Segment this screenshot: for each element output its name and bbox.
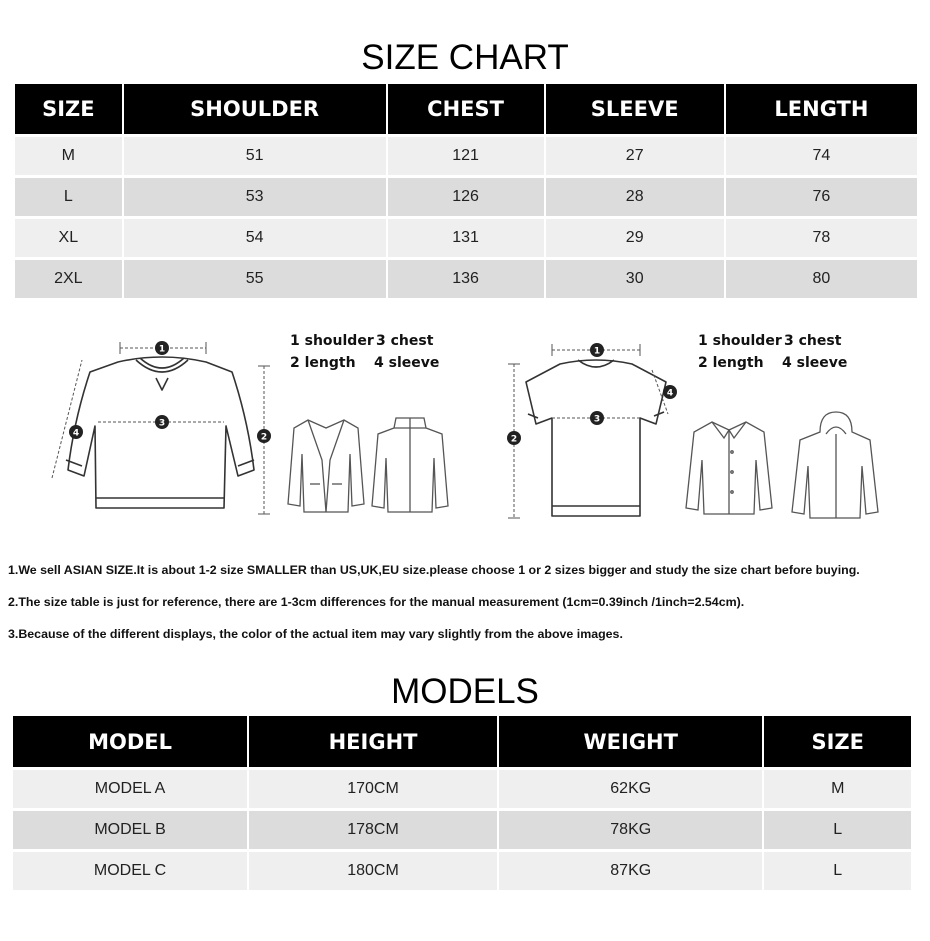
marker-4: 4 <box>72 428 80 439</box>
cell-length: 78 <box>726 219 917 257</box>
cell-height: 178CM <box>249 811 497 849</box>
cell-length: 74 <box>726 137 917 175</box>
legend-length: 2 length <box>290 355 356 371</box>
cell-chest: 136 <box>388 260 544 298</box>
cell-size: 2XL <box>15 260 122 298</box>
size-chart-title: SIZE CHART <box>361 38 569 77</box>
legend-shoulder: 1 shoulder <box>698 333 782 349</box>
table-row <box>15 137 917 175</box>
note-color: 3.Because of the different displays, the color of the actual item may vary slightly from the above images. <box>8 627 623 641</box>
header-chest: CHEST <box>388 84 544 134</box>
cell-size: XL <box>15 219 122 257</box>
cell-model: MODEL B <box>13 811 247 849</box>
table-row <box>13 770 911 808</box>
cell-size: L <box>15 178 122 216</box>
models-header-row <box>13 716 911 767</box>
cell-size: M <box>15 137 122 175</box>
cell-shoulder: 51 <box>124 137 386 175</box>
cell-weight: 62KG <box>499 770 763 808</box>
cell-sleeve: 28 <box>546 178 724 216</box>
cell-sleeve: 30 <box>546 260 724 298</box>
table-row <box>15 219 917 257</box>
cell-chest: 126 <box>388 178 544 216</box>
tshirt-measurement-diagram <box>500 330 700 530</box>
shirt-sketch <box>684 416 774 516</box>
cell-shoulder: 53 <box>124 178 386 216</box>
hoodie-sketch <box>790 408 880 520</box>
header-length: LENGTH <box>726 84 917 134</box>
table-row <box>13 852 911 890</box>
header-shoulder: SHOULDER <box>124 84 386 134</box>
legend-length: 2 length <box>698 355 764 371</box>
cell-sleeve: 27 <box>546 137 724 175</box>
marker-4: 4 <box>666 388 674 399</box>
legend-sleeve: 4 sleeve <box>782 355 848 371</box>
size-chart-table <box>13 84 919 298</box>
cell-model: MODEL C <box>13 852 247 890</box>
legend-chest: 3 chest <box>376 333 434 349</box>
cell-shoulder: 55 <box>124 260 386 298</box>
header-weight: WEIGHT <box>499 716 763 767</box>
cell-shoulder: 54 <box>124 219 386 257</box>
note-asian-size: 1.We sell ASIAN SIZE.It is about 1-2 size SMALLER than US,UK,EU size.please choose 1 or 2 sizes bigger and study the size chart before buying. <box>8 563 860 577</box>
marker-1: 1 <box>158 344 166 355</box>
marker-3: 3 <box>158 418 166 429</box>
cell-sleeve: 29 <box>546 219 724 257</box>
cell-length: 76 <box>726 178 917 216</box>
table-row <box>13 811 911 849</box>
blazer-sketch <box>286 414 366 514</box>
cell-model-size: L <box>764 852 911 890</box>
models-title: MODELS <box>391 672 539 711</box>
cell-model: MODEL A <box>13 770 247 808</box>
cell-height: 180CM <box>249 852 497 890</box>
cell-model-size: L <box>764 811 911 849</box>
header-model: MODEL <box>13 716 247 767</box>
legend-left <box>290 330 439 374</box>
legend-sleeve: 4 sleeve <box>374 355 440 371</box>
cell-weight: 78KG <box>499 811 763 849</box>
header-height: HEIGHT <box>249 716 497 767</box>
header-sleeve: SLEEVE <box>546 84 724 134</box>
header-model-size: SIZE <box>764 716 911 767</box>
cell-chest: 131 <box>388 219 544 257</box>
size-chart-header-row <box>15 84 917 134</box>
table-row <box>15 260 917 298</box>
marker-1: 1 <box>593 346 601 357</box>
marker-2: 2 <box>510 434 518 445</box>
cell-weight: 87KG <box>499 852 763 890</box>
cell-model-size: M <box>764 770 911 808</box>
marker-3: 3 <box>593 414 601 425</box>
cell-chest: 121 <box>388 137 544 175</box>
legend-shoulder: 1 shoulder <box>290 333 374 349</box>
legend-chest: 3 chest <box>784 333 842 349</box>
cell-length: 80 <box>726 260 917 298</box>
models-table <box>11 716 913 890</box>
header-size: SIZE <box>15 84 122 134</box>
marker-2: 2 <box>260 432 268 443</box>
note-measurement: 2.The size table is just for reference, there are 1-3cm differences for the manual measurement (1cm=0.39inch /1inch=2.54cm). <box>8 595 745 609</box>
table-row <box>15 178 917 216</box>
zip-jacket-sketch <box>370 414 450 514</box>
cell-height: 170CM <box>249 770 497 808</box>
legend-right <box>698 330 847 374</box>
